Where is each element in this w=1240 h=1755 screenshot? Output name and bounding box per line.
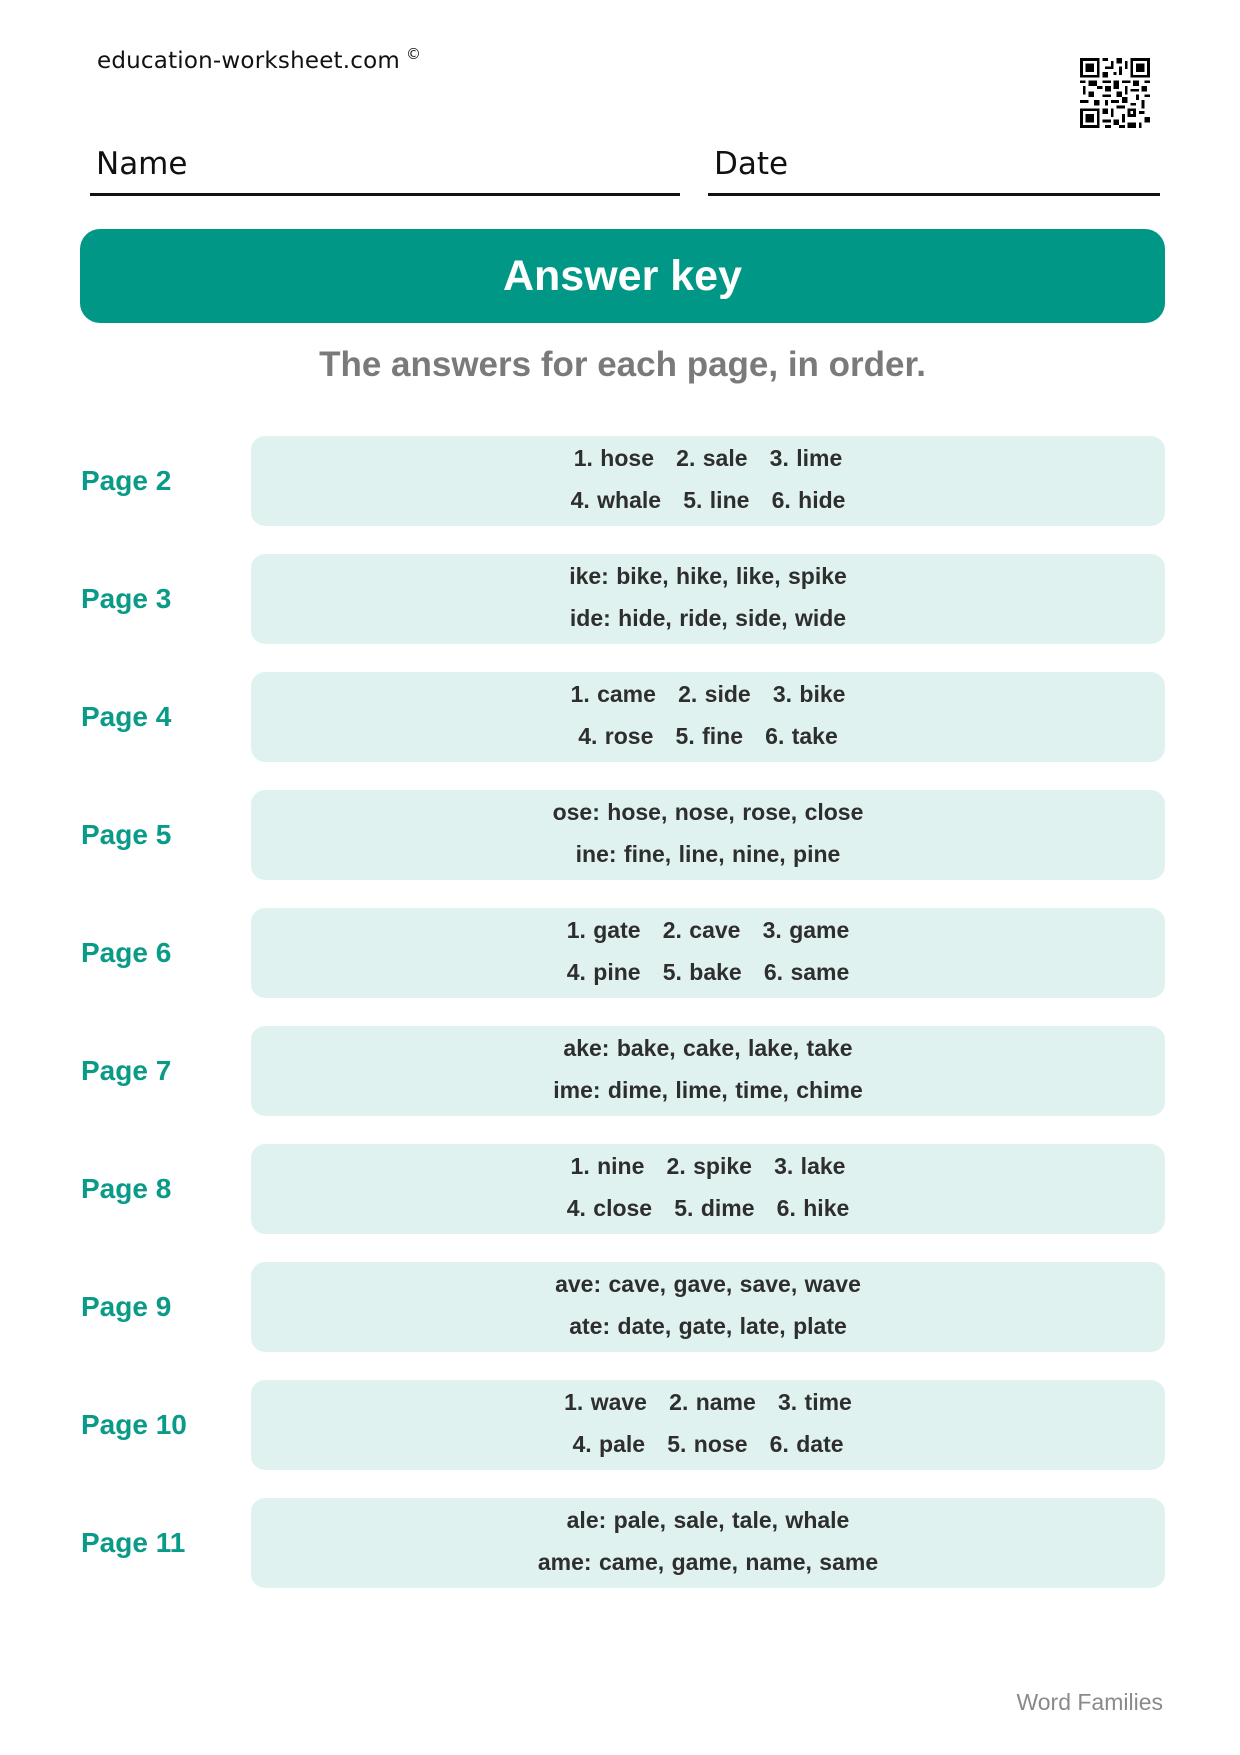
answer-row-page-3 [0,554,1240,644]
answer-box [251,1026,1165,1116]
answer-line-1: ike: bike, hike, like, spike [569,563,847,589]
answer-box [251,1144,1165,1234]
answer-box [251,1498,1165,1588]
subtitle: The answers for each page, in order. [319,345,926,384]
answer-line-1: ave: cave, gave, save, wave [555,1271,861,1297]
page-label: Page 2 [81,465,172,496]
answer-row-page-8 [0,1144,1240,1234]
qr-code-icon [1080,58,1150,128]
answer-box [251,908,1165,998]
copyright-symbol: © [406,45,422,63]
footer-topic: Word Families [1016,1689,1163,1715]
answer-line-1: 1. came 2. side 3. bike [570,681,846,707]
answer-row-page-2 [0,436,1240,526]
answer-box [251,672,1165,762]
answer-line-2: ame: came, game, name, same [537,1549,879,1575]
date-field[interactable] [708,140,1160,196]
page-label: Page 5 [81,819,172,850]
answer-row-page-9 [0,1262,1240,1352]
answer-row-page-4 [0,672,1240,762]
answer-line-1: ake: bake, cake, lake, take [563,1035,853,1061]
page-label: Page 7 [81,1055,172,1086]
answer-line-2: 4. pine 5. bake 6. same [566,959,850,985]
answer-line-1: 1. nine 2. spike 3. lake [570,1153,846,1179]
answer-key-banner [80,229,1165,323]
answer-line-1: ale: pale, sale, tale, whale [566,1507,850,1533]
answer-box [251,1380,1165,1470]
answer-line-2: 4. close 5. dime 6. hike [566,1195,850,1221]
answer-line-1: 1. gate 2. cave 3. game [566,917,850,943]
answer-line-2: ime: dime, lime, time, chime [553,1077,863,1103]
answer-line-2: 4. pale 5. nose 6. date [572,1431,844,1457]
answer-row-page-6 [0,908,1240,998]
page-label: Page 6 [81,937,172,968]
site-name [97,45,422,74]
answer-row-page-10 [0,1380,1240,1470]
page-label: Page 8 [81,1173,172,1204]
answer-box [251,790,1165,880]
answer-row-page-7 [0,1026,1240,1116]
answer-line-1: ose: hose, nose, rose, close [552,799,864,825]
answer-line-1: 1. hose 2. sale 3. lime [573,445,843,471]
page-label: Page 4 [81,701,172,732]
answer-line-2: ide: hide, ride, side, wide [569,605,847,631]
answer-line-1: 1. wave 2. name 3. time [564,1389,852,1415]
page-label: Page 10 [81,1409,187,1440]
date-label: Date [714,146,789,182]
answer-line-2: ine: fine, line, nine, pine [575,841,841,867]
answer-box [251,1262,1165,1352]
answer-line-2: 4. rose 5. fine 6. take [578,723,838,749]
page-label: Page 9 [81,1291,172,1322]
page-label: Page 11 [81,1527,186,1558]
answer-box [251,436,1165,526]
answer-row-page-11 [0,1498,1240,1588]
answer-line-2: 4. whale 5. line 6. hide [570,487,846,513]
page-label: Page 3 [81,583,172,614]
name-field[interactable] [90,140,680,196]
answer-box [251,554,1165,644]
site-name-text: education-worksheet.com [97,48,400,74]
answer-line-2: ate: date, gate, late, plate [569,1313,847,1339]
banner-title: Answer key [502,251,743,300]
name-label: Name [96,146,188,182]
answer-row-page-5 [0,790,1240,880]
